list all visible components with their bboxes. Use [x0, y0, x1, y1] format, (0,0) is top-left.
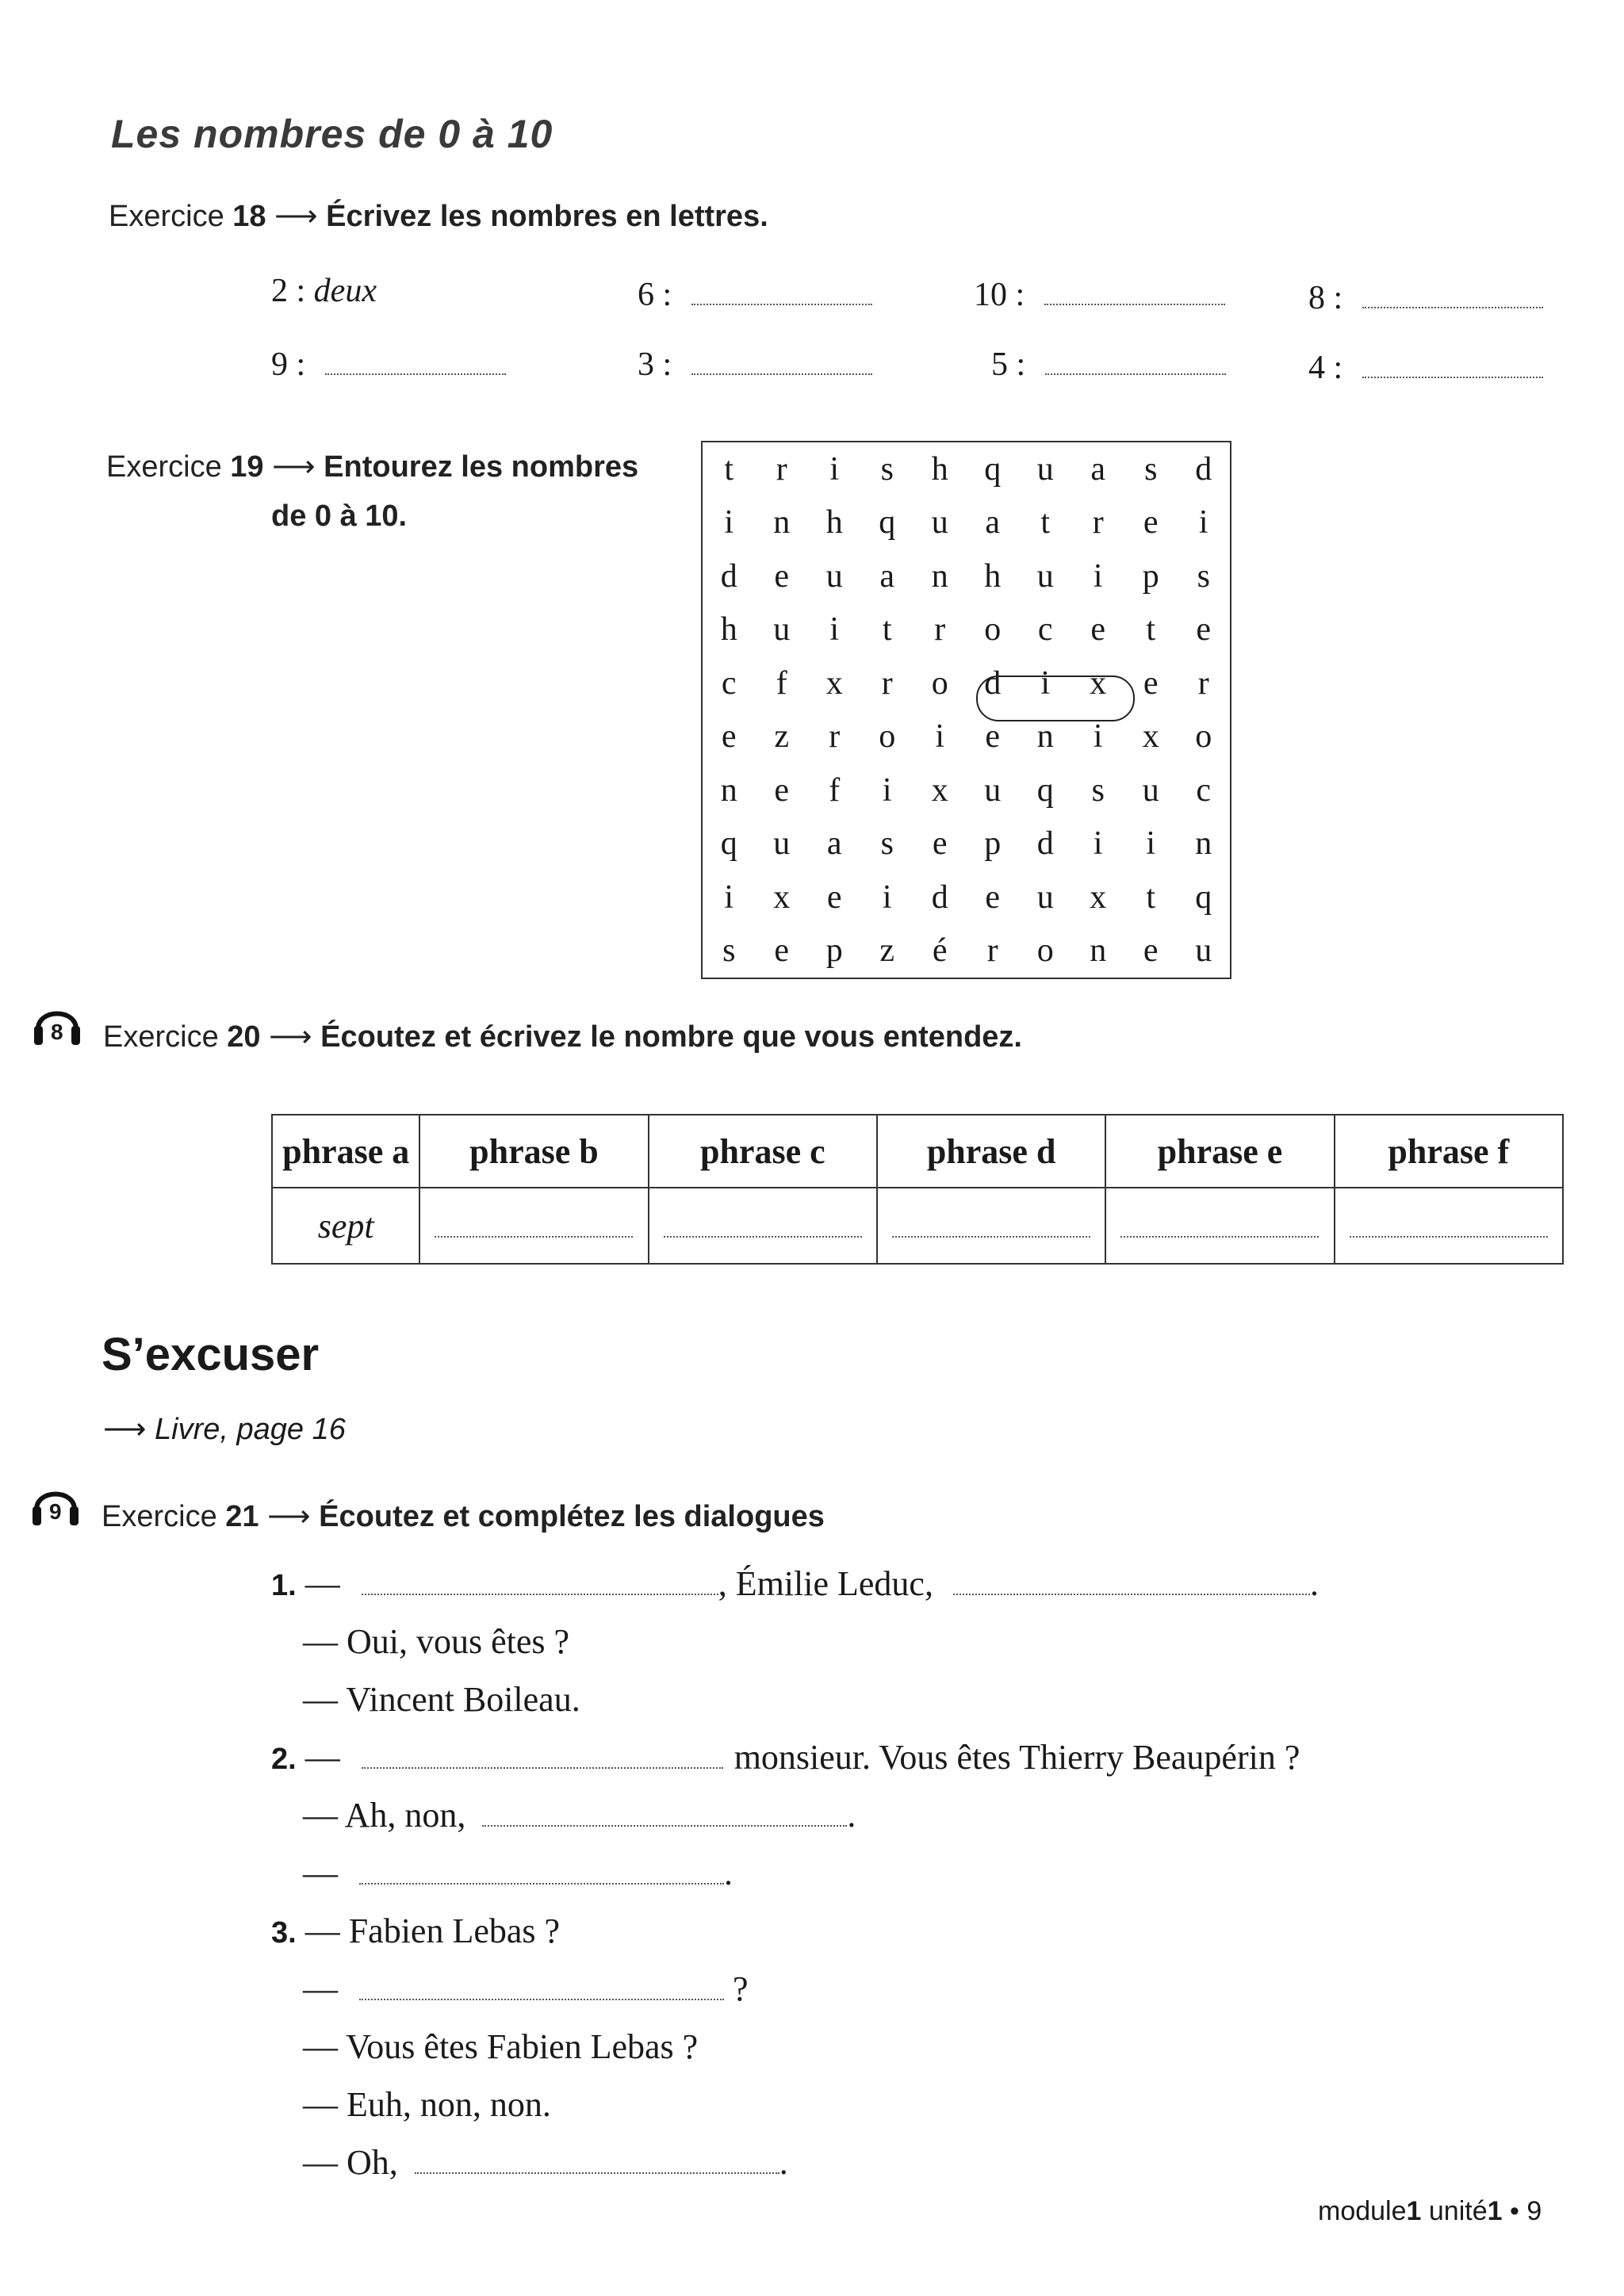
grid-letter[interactable]: i: [1146, 825, 1156, 863]
grid-letter[interactable]: e: [774, 771, 790, 809]
exercise-18-item: 3 :: [638, 346, 872, 384]
word-search-grid: [701, 441, 1231, 979]
answer-blank[interactable]: [892, 1236, 1090, 1238]
grid-letter[interactable]: t: [724, 450, 734, 488]
exercise-18-item: 10 :: [974, 276, 1225, 314]
answer-blank[interactable]: [1362, 307, 1543, 308]
grid-letter[interactable]: h: [984, 557, 1002, 595]
grid-letter[interactable]: x: [773, 878, 791, 916]
book-reference: ⟶ Livre, page 16: [103, 1413, 346, 1446]
grid-letter[interactable]: e: [826, 878, 842, 916]
grid-letter[interactable]: q: [720, 825, 737, 863]
audio-track-number: 8: [51, 1020, 63, 1044]
grid-letter[interactable]: d: [984, 664, 1002, 702]
grid-row: [703, 871, 1230, 924]
grid-letter[interactable]: c: [721, 664, 737, 702]
arrow-right-icon: ⟶: [272, 450, 316, 484]
answer-blank[interactable]: [415, 2172, 779, 2174]
grid-letter[interactable]: a: [879, 557, 895, 595]
grid-letter[interactable]: p: [825, 932, 843, 970]
grid-letter[interactable]: q: [879, 504, 896, 541]
grid-letter[interactable]: i: [882, 771, 892, 809]
grid-letter[interactable]: a: [985, 504, 1001, 541]
answer-blank[interactable]: [359, 1883, 724, 1885]
grid-letter[interactable]: c: [1037, 611, 1053, 649]
grid-letter[interactable]: c: [1196, 771, 1212, 809]
answer-cell[interactable]: [1105, 1188, 1334, 1264]
grid-letter[interactable]: h: [931, 450, 948, 488]
grid-letter[interactable]: t: [1146, 878, 1156, 916]
exercise-18-item: 9 :: [271, 346, 506, 384]
table-header-cell: phrase a: [272, 1115, 419, 1188]
grid-letter[interactable]: i: [1093, 825, 1103, 863]
exercise-18-item: 5 :: [991, 346, 1226, 384]
grid-letter[interactable]: e: [721, 718, 737, 756]
answer-text: deux: [313, 273, 377, 309]
grid-letter[interactable]: n: [931, 557, 948, 595]
grid-row: [703, 496, 1230, 550]
exercise-18-item: 2 : deux: [271, 273, 377, 309]
grid-letter[interactable]: s: [1144, 450, 1158, 488]
answer-blank[interactable]: [691, 304, 872, 305]
grid-letter[interactable]: o: [1195, 718, 1212, 756]
grid-letter[interactable]: r: [829, 718, 841, 756]
exercise-19-heading-line2: de 0 à 10.: [271, 499, 408, 533]
grid-letter[interactable]: e: [1143, 664, 1159, 702]
grid-letter[interactable]: a: [1090, 450, 1106, 488]
grid-letter[interactable]: d: [1036, 825, 1054, 863]
grid-letter[interactable]: t: [1146, 611, 1156, 649]
answer-blank[interactable]: [1350, 1236, 1548, 1238]
answer-cell[interactable]: [649, 1188, 877, 1264]
grid-letter[interactable]: r: [986, 932, 998, 970]
answer-blank[interactable]: [1045, 373, 1226, 375]
answer-blank[interactable]: [664, 1236, 862, 1238]
exercise-18-item: 4 :: [1308, 349, 1543, 387]
grid-letter[interactable]: e: [1196, 611, 1212, 649]
grid-letter[interactable]: p: [1142, 557, 1159, 595]
grid-letter[interactable]: n: [1036, 718, 1054, 756]
arrow-right-icon: ⟶: [269, 1020, 312, 1054]
table-header-cell: phrase e: [1105, 1115, 1334, 1188]
answer-cell[interactable]: [419, 1188, 648, 1264]
dialogue-3-line-1: 3. — Fabien Lebas ?: [271, 1911, 561, 1950]
grid-row: [703, 710, 1230, 764]
exercise-18-item: 8 :: [1308, 279, 1543, 317]
grid-letter[interactable]: i: [829, 450, 840, 488]
dialogue-3-line-4: — Euh, non, non.: [303, 2085, 551, 2124]
table-cell: sept: [272, 1188, 419, 1264]
dialogue-2-line-1: 2. — monsieur. Vous êtes Thierry Beaupérin ?: [271, 1738, 1300, 1777]
grid-letter[interactable]: é: [932, 932, 948, 970]
grid-letter[interactable]: x: [931, 771, 948, 809]
grid-letter[interactable]: s: [1197, 557, 1210, 595]
answer-blank[interactable]: [1362, 377, 1543, 378]
dialogue-3-line-5: — Oh, .: [303, 2143, 788, 2182]
grid-letter[interactable]: u: [825, 557, 843, 595]
page-number: 9: [1526, 2196, 1542, 2226]
exercise-20-heading: Exercice 20 ⟶ Écoutez et écrivez le nombre que vous entendez.: [103, 1020, 1022, 1054]
grid-letter[interactable]: e: [932, 825, 948, 863]
arrow-right-icon: ⟶: [267, 1500, 311, 1533]
grid-letter[interactable]: p: [984, 825, 1002, 863]
table-header-cell: phrase b: [419, 1115, 648, 1188]
grid-letter[interactable]: s: [722, 932, 736, 970]
table-header-cell: phrase c: [649, 1115, 877, 1188]
grid-row: [703, 549, 1230, 603]
grid-letter[interactable]: e: [774, 557, 790, 595]
grid-letter[interactable]: s: [880, 450, 894, 488]
answer-cell[interactable]: [1335, 1188, 1563, 1264]
grid-letter[interactable]: o: [984, 611, 1002, 649]
answer-blank[interactable]: [691, 373, 872, 375]
page-footer: module1 unité1 • 9: [1318, 2196, 1542, 2226]
grid-row: [703, 603, 1230, 657]
grid-letter[interactable]: f: [829, 771, 841, 809]
grid-letter[interactable]: x: [1090, 878, 1107, 916]
grid-letter[interactable]: u: [1195, 932, 1212, 970]
exercise-18-heading: Exercice 18 ⟶ Écrivez les nombres en lettres.: [109, 200, 768, 233]
grid-letter[interactable]: d: [720, 557, 737, 595]
grid-row: [703, 817, 1230, 871]
grid-letter[interactable]: a: [826, 825, 842, 863]
circled-word-highlight: [976, 675, 1135, 721]
answer-blank[interactable]: [1120, 1236, 1319, 1238]
grid-letter[interactable]: n: [1195, 825, 1212, 863]
grid-letter[interactable]: s: [1091, 771, 1105, 809]
exercise-18-item: 6 :: [638, 276, 872, 314]
answer-blank[interactable]: [482, 1825, 847, 1827]
grid-letter[interactable]: i: [1093, 718, 1103, 756]
table-header-cell: phrase f: [1335, 1115, 1563, 1188]
audio-track-number: 9: [49, 1499, 62, 1524]
grid-letter[interactable]: d: [1195, 450, 1212, 488]
dialogue-1-line-1: 1. — , Émilie Leduc, .: [271, 1564, 1319, 1603]
answer-blank[interactable]: [1044, 304, 1225, 305]
grid-letter[interactable]: i: [1040, 664, 1051, 702]
grid-letter[interactable]: i: [1198, 504, 1208, 541]
grid-letter[interactable]: t: [882, 611, 892, 649]
answer-blank[interactable]: [435, 1236, 633, 1238]
grid-letter[interactable]: u: [1142, 771, 1159, 809]
grid-letter[interactable]: n: [1090, 932, 1107, 970]
dialogue-2-line-2: — Ah, non, .: [303, 1796, 856, 1835]
grid-letter[interactable]: n: [773, 504, 791, 541]
answer-blank[interactable]: [359, 1999, 724, 2000]
grid-letter[interactable]: q: [984, 450, 1002, 488]
dialogue-2-line-3: — .: [303, 1854, 733, 1892]
answer-blank[interactable]: [362, 1767, 723, 1769]
grid-row: [703, 924, 1230, 978]
grid-letter[interactable]: e: [774, 932, 790, 970]
grid-letter[interactable]: n: [720, 771, 737, 809]
grid-letter[interactable]: u: [984, 771, 1002, 809]
exercise-19-heading: Exercice 19 ⟶ Entourez les nombres: [106, 450, 639, 484]
phrase-answer-table: [271, 1114, 1564, 1265]
grid-letter[interactable]: x: [1142, 718, 1159, 756]
dialogue-3-line-2: — ?: [303, 1969, 749, 2008]
grid-letter[interactable]: e: [1143, 932, 1159, 970]
dialogue-1-line-3: — Vincent Boileau.: [303, 1680, 580, 1719]
grid-row: [703, 656, 1230, 710]
exercise-21-heading: Exercice 21 ⟶ Écoutez et complétez les dialogues: [102, 1500, 825, 1533]
grid-row: [703, 442, 1230, 496]
grid-letter[interactable]: s: [880, 825, 894, 863]
grid-letter[interactable]: i: [829, 611, 840, 649]
grid-letter[interactable]: z: [879, 932, 895, 970]
grid-letter[interactable]: z: [774, 718, 790, 756]
dialogue-3-line-3: — Vous êtes Fabien Lebas ?: [303, 2027, 699, 2066]
grid-letter[interactable]: o: [879, 718, 896, 756]
grid-letter[interactable]: u: [1036, 450, 1054, 488]
grid-letter[interactable]: d: [931, 878, 948, 916]
grid-letter[interactable]: u: [773, 611, 791, 649]
grid-letter[interactable]: e: [985, 878, 1001, 916]
table-header-row: [272, 1115, 1563, 1188]
dialogue-1-line-2: — Oui, vous êtes ?: [303, 1622, 570, 1661]
grid-letter[interactable]: e: [1090, 611, 1106, 649]
answer-blank[interactable]: [325, 373, 506, 375]
grid-letter[interactable]: r: [1092, 504, 1104, 541]
table-row: [272, 1188, 1563, 1264]
answer-cell[interactable]: [877, 1188, 1105, 1264]
grid-letter[interactable]: q: [1195, 878, 1212, 916]
grid-letter[interactable]: e: [1143, 504, 1159, 541]
grid-row: [703, 763, 1230, 817]
arrow-right-icon: ⟶: [274, 200, 318, 233]
grid-letter[interactable]: x: [1090, 664, 1107, 702]
grid-letter[interactable]: h: [825, 504, 843, 541]
grid-letter[interactable]: t: [1040, 504, 1051, 541]
grid-letter[interactable]: i: [724, 504, 734, 541]
section-title-apologize: S’excuser: [102, 1329, 320, 1380]
grid-letter[interactable]: e: [985, 718, 1001, 756]
grid-letter[interactable]: o: [1036, 932, 1054, 970]
arrow-right-icon: ⟶: [103, 1413, 147, 1446]
grid-letter[interactable]: r: [881, 664, 893, 702]
grid-letter[interactable]: i: [935, 718, 945, 756]
grid-letter[interactable]: x: [825, 664, 843, 702]
grid-letter[interactable]: i: [882, 878, 892, 916]
grid-letter[interactable]: u: [931, 504, 948, 541]
grid-letter[interactable]: f: [776, 664, 787, 702]
grid-letter[interactable]: h: [720, 611, 737, 649]
grid-letter[interactable]: u: [773, 825, 791, 863]
section-title-numbers: Les nombres de 0 à 10: [111, 112, 553, 156]
table-header-cell: phrase d: [877, 1115, 1105, 1188]
grid-letter[interactable]: r: [776, 450, 787, 488]
answer-blank[interactable]: [362, 1594, 718, 1595]
grid-letter[interactable]: u: [1036, 878, 1054, 916]
grid-letter[interactable]: o: [931, 664, 948, 702]
grid-letter[interactable]: r: [1197, 664, 1209, 702]
grid-letter[interactable]: i: [1093, 557, 1103, 595]
answer-blank[interactable]: [953, 1594, 1310, 1595]
grid-letter[interactable]: q: [1036, 771, 1054, 809]
grid-letter[interactable]: r: [934, 611, 946, 649]
grid-letter[interactable]: i: [724, 878, 734, 916]
grid-letter[interactable]: u: [1036, 557, 1054, 595]
